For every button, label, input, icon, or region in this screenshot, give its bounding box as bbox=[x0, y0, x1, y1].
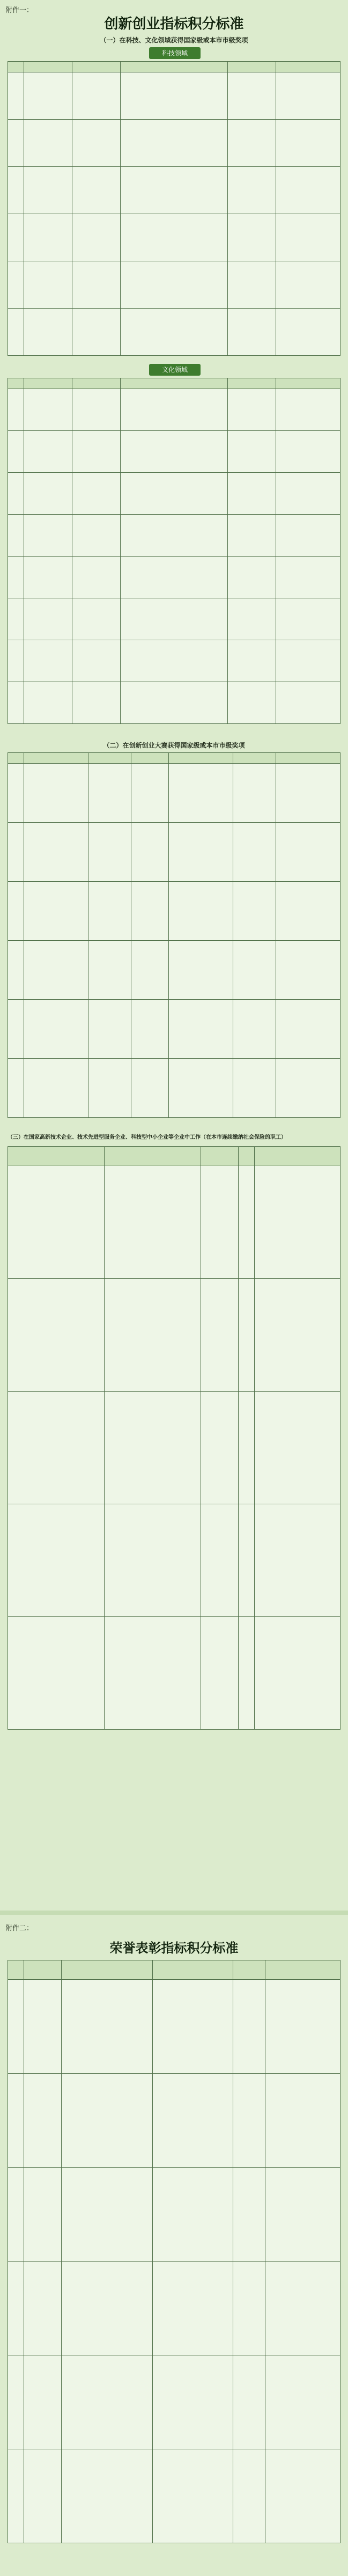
culture-table bbox=[8, 378, 340, 724]
section-c-title: （三）在国家高新技术企业、技术先进型服务企业、科技型中小企业等企业中工作（在本市连续缴纳社会保险的职工） bbox=[8, 1135, 286, 1140]
page-title: 创新创业指标积分标准 bbox=[104, 16, 244, 32]
honor-table bbox=[8, 1960, 340, 2543]
science-table bbox=[8, 61, 340, 356]
section-b-title: （二）在创新创业大赛获得国家级或本市市级奖项 bbox=[103, 742, 245, 749]
competition-table bbox=[8, 752, 340, 1118]
section-a-title: （一）在科技、文化领域获得国家级或本市市级奖项 bbox=[100, 36, 248, 44]
part-divider bbox=[0, 1911, 348, 1915]
appendix-label-1: 附件一： bbox=[5, 6, 34, 14]
badge-culture: 文化领域 bbox=[149, 364, 201, 376]
honor-title: 荣誉表彰指标积分标准 bbox=[109, 1940, 239, 1956]
badge-science: 科技领域 bbox=[149, 47, 201, 59]
enterprise-table bbox=[8, 1146, 340, 1730]
appendix-label-2: 附件二： bbox=[5, 1924, 34, 1933]
